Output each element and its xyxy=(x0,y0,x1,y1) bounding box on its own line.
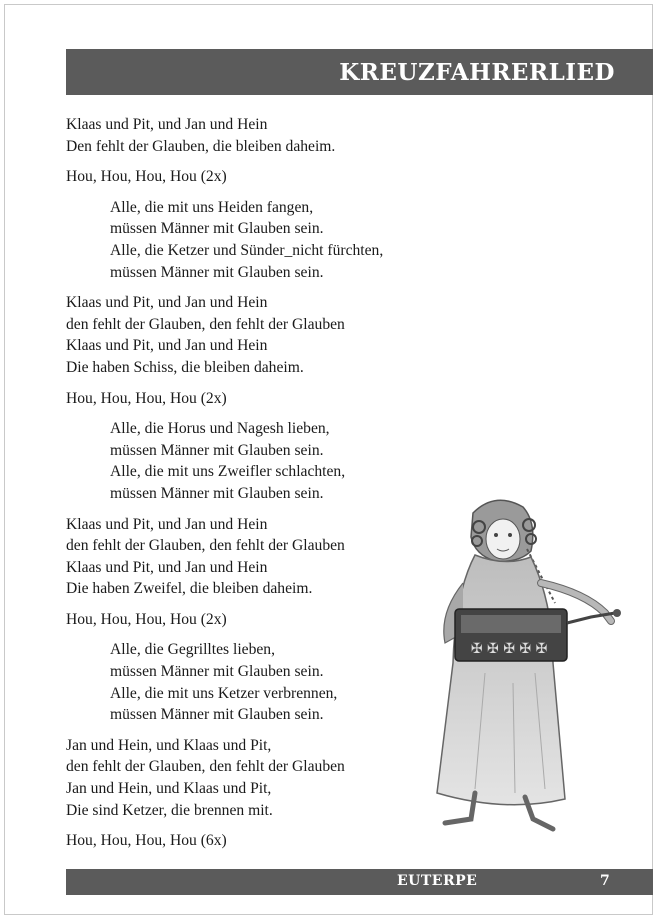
lyric-line: Alle, die mit uns Ketzer verbrennen, xyxy=(110,684,338,702)
lyric-stanza xyxy=(66,388,426,410)
lyric-line: müssen Männer mit Glauben sein. xyxy=(110,263,324,281)
lyric-stanza xyxy=(66,514,426,600)
verse-stanza xyxy=(66,639,426,725)
lyric-line: Alle, die mit uns Zweifler schlachten, xyxy=(110,463,346,481)
lyric-line: den fehlt der Glauben, den fehlt der Glauben xyxy=(66,758,345,776)
lyric-stanza xyxy=(66,166,426,188)
svg-text:✠ ✠ ✠ ✠ ✠: ✠ ✠ ✠ ✠ ✠ xyxy=(471,641,548,657)
lyric-line: Klaas und Pit, und Jan und Hein xyxy=(66,337,268,355)
lyric-line: Jan und Hein, und Klaas und Pit, xyxy=(66,780,272,798)
lyric-line: Klaas und Pit, und Jan und Hein xyxy=(66,116,268,133)
lyric-line: Hou, Hou, Hou, Hou (2x) xyxy=(66,389,227,407)
lyric-line: müssen Männer mit Glauben sein. xyxy=(110,663,324,681)
lyric-line: Hou, Hou, Hou, Hou (2x) xyxy=(66,168,227,186)
lyric-stanza xyxy=(66,292,426,378)
lyric-stanza xyxy=(66,830,426,852)
lyric-line: den fehlt der Glauben, den fehlt der Glauben xyxy=(66,315,345,333)
lyric-line: Klaas und Pit, und Jan und Hein xyxy=(66,515,268,533)
lyric-line: müssen Männer mit Glauben sein. xyxy=(110,706,324,724)
title-bar xyxy=(66,49,653,95)
lyric-line: Die sind Ketzer, die brennen mit. xyxy=(66,801,273,819)
lyric-line: müssen Männer mit Glauben sein. xyxy=(110,441,324,459)
lyric-line: Alle, die Gegrilltes lieben, xyxy=(110,641,275,659)
footer-bar xyxy=(66,869,653,895)
medieval-musician-illustration xyxy=(415,493,643,843)
lyric-stanza xyxy=(66,735,426,821)
lyric-line: Alle, die Ketzer und Sünder_nicht fürchten, xyxy=(110,241,384,259)
page-title: KREUZFAHRERLIED xyxy=(339,59,615,86)
verse-stanza xyxy=(66,197,426,283)
lyric-line: Klaas und Pit, und Jan und Hein xyxy=(66,294,268,312)
footer-title: EUTERPE xyxy=(397,873,478,889)
page-number: 7 xyxy=(600,873,610,889)
lyric-line: Den fehlt der Glauben, die bleiben daheim. xyxy=(66,137,336,155)
lyric-line: Die haben Zweifel, die bleiben daheim. xyxy=(66,580,313,598)
song-lyrics xyxy=(66,114,426,861)
lyric-stanza xyxy=(66,609,426,631)
songbook-page xyxy=(4,4,653,915)
verse-stanza xyxy=(66,418,426,504)
lyric-line: Die haben Schiss, die bleiben daheim. xyxy=(66,358,304,376)
lyric-line: den fehlt der Glauben, den fehlt der Glauben xyxy=(66,537,345,555)
lyric-line: Jan und Hein, und Klaas und Pit, xyxy=(66,736,272,754)
lyric-line: Alle, die mit uns Heiden fangen, xyxy=(110,198,314,216)
lyric-line: Alle, die Horus und Nagesh lieben, xyxy=(110,420,330,438)
lyric-line: müssen Männer mit Glauben sein. xyxy=(110,484,324,502)
lyric-line: Hou, Hou, Hou, Hou (6x) xyxy=(66,832,227,850)
lyric-line: müssen Männer mit Glauben sein. xyxy=(110,220,324,238)
lyric-stanza xyxy=(66,114,426,157)
lyric-line: Klaas und Pit, und Jan und Hein xyxy=(66,558,268,576)
lyric-line: Hou, Hou, Hou, Hou (2x) xyxy=(66,610,227,628)
